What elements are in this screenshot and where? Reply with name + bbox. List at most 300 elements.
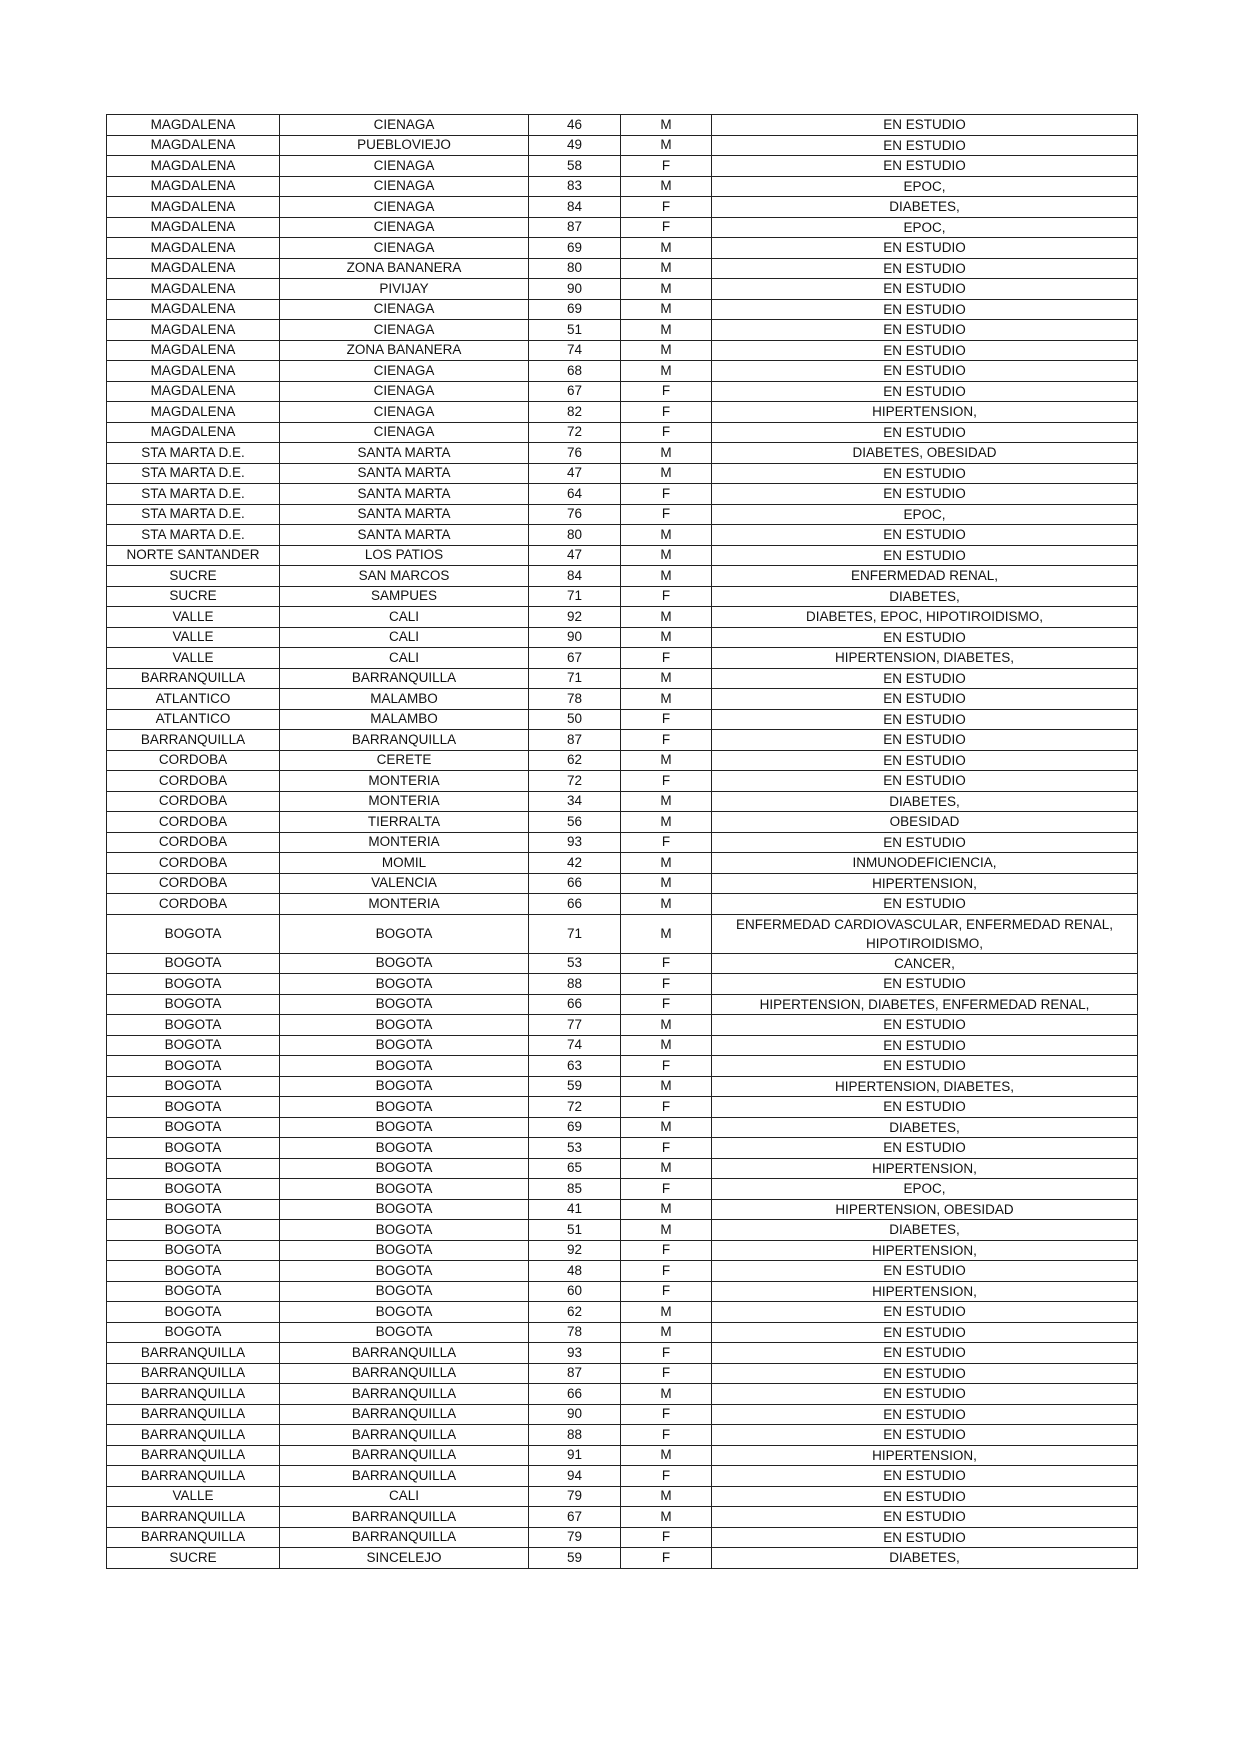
sex-cell: M xyxy=(621,791,712,812)
sex-cell: F xyxy=(621,648,712,669)
department-cell: BARRANQUILLA xyxy=(107,1363,280,1384)
department-cell: CORDOBA xyxy=(107,771,280,792)
table-row xyxy=(107,607,1138,628)
department-cell: BOGOTA xyxy=(107,1015,280,1036)
sex-cell: M xyxy=(621,1158,712,1179)
condition-cell: EN ESTUDIO xyxy=(712,381,1138,402)
age-cell: 93 xyxy=(529,832,621,853)
age-cell: 93 xyxy=(529,1343,621,1364)
sex-cell: F xyxy=(621,832,712,853)
table-row xyxy=(107,1343,1138,1364)
sex-cell: M xyxy=(621,1445,712,1466)
age-cell: 90 xyxy=(529,1404,621,1425)
condition-cell: EN ESTUDIO xyxy=(712,115,1138,136)
condition-cell: ENFERMEDAD CARDIOVASCULAR, ENFERMEDAD RENAL, HIPOTIROIDISMO, xyxy=(712,914,1138,953)
age-cell: 66 xyxy=(529,1384,621,1405)
sex-cell: M xyxy=(621,176,712,197)
age-cell: 69 xyxy=(529,238,621,259)
condition-cell: EN ESTUDIO xyxy=(712,361,1138,382)
condition-cell: OBESIDAD xyxy=(712,812,1138,833)
condition-cell: EN ESTUDIO xyxy=(712,238,1138,259)
age-cell: 72 xyxy=(529,771,621,792)
sex-cell: F xyxy=(621,974,712,995)
sex-cell: F xyxy=(621,1056,712,1077)
municipality-cell: BOGOTA xyxy=(280,1158,529,1179)
department-cell: BOGOTA xyxy=(107,1035,280,1056)
sex-cell: M xyxy=(621,1117,712,1138)
municipality-cell: MALAMBO xyxy=(280,689,529,710)
municipality-cell: SANTA MARTA xyxy=(280,504,529,525)
department-cell: MAGDALENA xyxy=(107,238,280,259)
municipality-cell: TIERRALTA xyxy=(280,812,529,833)
condition-cell: EN ESTUDIO xyxy=(712,1363,1138,1384)
municipality-cell: CIENAGA xyxy=(280,402,529,423)
condition-cell: DIABETES, xyxy=(712,1117,1138,1138)
condition-cell: EN ESTUDIO xyxy=(712,894,1138,915)
sex-cell: M xyxy=(621,1076,712,1097)
municipality-cell: BOGOTA xyxy=(280,1322,529,1343)
table-row xyxy=(107,812,1138,833)
age-cell: 71 xyxy=(529,914,621,953)
department-cell: MAGDALENA xyxy=(107,115,280,136)
condition-cell: HIPERTENSION, DIABETES, xyxy=(712,1076,1138,1097)
department-cell: CORDOBA xyxy=(107,791,280,812)
municipality-cell: CIENAGA xyxy=(280,115,529,136)
department-cell: BARRANQUILLA xyxy=(107,1404,280,1425)
condition-cell: HIPERTENSION, DIABETES, xyxy=(712,648,1138,669)
table-row xyxy=(107,361,1138,382)
department-cell: BARRANQUILLA xyxy=(107,668,280,689)
municipality-cell: BOGOTA xyxy=(280,1035,529,1056)
department-cell: BOGOTA xyxy=(107,1281,280,1302)
municipality-cell: BARRANQUILLA xyxy=(280,1343,529,1364)
table-row xyxy=(107,258,1138,279)
age-cell: 87 xyxy=(529,217,621,238)
age-cell: 82 xyxy=(529,402,621,423)
table-row xyxy=(107,730,1138,751)
table-row xyxy=(107,1302,1138,1323)
condition-cell: EN ESTUDIO xyxy=(712,463,1138,484)
table-row xyxy=(107,402,1138,423)
condition-cell: EN ESTUDIO xyxy=(712,545,1138,566)
age-cell: 47 xyxy=(529,463,621,484)
sex-cell: M xyxy=(621,873,712,894)
age-cell: 74 xyxy=(529,340,621,361)
table-row xyxy=(107,176,1138,197)
department-cell: MAGDALENA xyxy=(107,320,280,341)
table-row xyxy=(107,1486,1138,1507)
condition-cell: EN ESTUDIO xyxy=(712,627,1138,648)
condition-cell: EN ESTUDIO xyxy=(712,1343,1138,1364)
age-cell: 69 xyxy=(529,299,621,320)
condition-cell: EN ESTUDIO xyxy=(712,1138,1138,1159)
municipality-cell: SANTA MARTA xyxy=(280,525,529,546)
department-cell: BOGOTA xyxy=(107,1199,280,1220)
condition-cell: EN ESTUDIO xyxy=(712,750,1138,771)
condition-cell: HIPERTENSION, xyxy=(712,402,1138,423)
table-row xyxy=(107,1507,1138,1528)
municipality-cell: BARRANQUILLA xyxy=(280,730,529,751)
age-cell: 71 xyxy=(529,668,621,689)
department-cell: BARRANQUILLA xyxy=(107,1507,280,1528)
sex-cell: M xyxy=(621,607,712,628)
municipality-cell: BARRANQUILLA xyxy=(280,1527,529,1548)
table-row xyxy=(107,627,1138,648)
table-row xyxy=(107,709,1138,730)
table-row xyxy=(107,1056,1138,1077)
department-cell: BOGOTA xyxy=(107,1179,280,1200)
department-cell: CORDOBA xyxy=(107,812,280,833)
age-cell: 68 xyxy=(529,361,621,382)
condition-cell: EPOC, xyxy=(712,217,1138,238)
department-cell: BOGOTA xyxy=(107,1240,280,1261)
sex-cell: M xyxy=(621,627,712,648)
department-cell: BARRANQUILLA xyxy=(107,1343,280,1364)
age-cell: 66 xyxy=(529,873,621,894)
age-cell: 80 xyxy=(529,258,621,279)
age-cell: 94 xyxy=(529,1466,621,1487)
condition-cell: EPOC, xyxy=(712,1179,1138,1200)
department-cell: MAGDALENA xyxy=(107,279,280,300)
age-cell: 79 xyxy=(529,1486,621,1507)
table-row xyxy=(107,1158,1138,1179)
sex-cell: F xyxy=(621,1425,712,1446)
condition-cell: EN ESTUDIO xyxy=(712,320,1138,341)
department-cell: MAGDALENA xyxy=(107,217,280,238)
age-cell: 59 xyxy=(529,1548,621,1569)
condition-cell: DIABETES, OBESIDAD xyxy=(712,443,1138,464)
age-cell: 69 xyxy=(529,1117,621,1138)
condition-cell: EN ESTUDIO xyxy=(712,1384,1138,1405)
age-cell: 72 xyxy=(529,1097,621,1118)
municipality-cell: CIENAGA xyxy=(280,299,529,320)
table-row xyxy=(107,994,1138,1015)
condition-cell: EN ESTUDIO xyxy=(712,525,1138,546)
table-row xyxy=(107,279,1138,300)
sex-cell: F xyxy=(621,1527,712,1548)
condition-cell: EPOC, xyxy=(712,176,1138,197)
table-row xyxy=(107,668,1138,689)
municipality-cell: BARRANQUILLA xyxy=(280,1466,529,1487)
sex-cell: M xyxy=(621,135,712,156)
sex-cell: M xyxy=(621,1220,712,1241)
department-cell: MAGDALENA xyxy=(107,340,280,361)
municipality-cell: VALENCIA xyxy=(280,873,529,894)
table-row xyxy=(107,750,1138,771)
sex-cell: F xyxy=(621,381,712,402)
age-cell: 72 xyxy=(529,422,621,443)
sex-cell: M xyxy=(621,1486,712,1507)
age-cell: 87 xyxy=(529,730,621,751)
condition-cell: DIABETES, xyxy=(712,586,1138,607)
department-cell: CORDOBA xyxy=(107,853,280,874)
department-cell: SUCRE xyxy=(107,566,280,587)
municipality-cell: CIENAGA xyxy=(280,197,529,218)
age-cell: 41 xyxy=(529,1199,621,1220)
condition-cell: EN ESTUDIO xyxy=(712,1404,1138,1425)
municipality-cell: CIENAGA xyxy=(280,381,529,402)
condition-cell: EPOC, xyxy=(712,504,1138,525)
department-cell: SUCRE xyxy=(107,1548,280,1569)
condition-cell: EN ESTUDIO xyxy=(712,1527,1138,1548)
sex-cell: M xyxy=(621,361,712,382)
case-table xyxy=(106,114,1138,1569)
department-cell: BOGOTA xyxy=(107,1097,280,1118)
municipality-cell: BOGOTA xyxy=(280,1261,529,1282)
table-row xyxy=(107,689,1138,710)
table-row xyxy=(107,156,1138,177)
sex-cell: M xyxy=(621,279,712,300)
condition-cell: DIABETES, xyxy=(712,791,1138,812)
table-row xyxy=(107,791,1138,812)
age-cell: 58 xyxy=(529,156,621,177)
sex-cell: M xyxy=(621,1302,712,1323)
age-cell: 48 xyxy=(529,1261,621,1282)
age-cell: 78 xyxy=(529,1322,621,1343)
municipality-cell: CIENAGA xyxy=(280,361,529,382)
table-row xyxy=(107,566,1138,587)
condition-cell: HIPERTENSION, xyxy=(712,1445,1138,1466)
municipality-cell: CIENAGA xyxy=(280,320,529,341)
age-cell: 49 xyxy=(529,135,621,156)
age-cell: 50 xyxy=(529,709,621,730)
municipality-cell: BOGOTA xyxy=(280,1138,529,1159)
age-cell: 67 xyxy=(529,381,621,402)
age-cell: 92 xyxy=(529,1240,621,1261)
table-row xyxy=(107,1076,1138,1097)
municipality-cell: BOGOTA xyxy=(280,1240,529,1261)
municipality-cell: MONTERIA xyxy=(280,832,529,853)
department-cell: MAGDALENA xyxy=(107,176,280,197)
sex-cell: M xyxy=(621,238,712,259)
department-cell: BARRANQUILLA xyxy=(107,730,280,751)
municipality-cell: MONTERIA xyxy=(280,771,529,792)
age-cell: 63 xyxy=(529,1056,621,1077)
sex-cell: F xyxy=(621,953,712,974)
department-cell: BOGOTA xyxy=(107,1220,280,1241)
municipality-cell: BOGOTA xyxy=(280,1076,529,1097)
sex-cell: F xyxy=(621,1097,712,1118)
age-cell: 67 xyxy=(529,648,621,669)
condition-cell: EN ESTUDIO xyxy=(712,709,1138,730)
sex-cell: F xyxy=(621,771,712,792)
condition-cell: EN ESTUDIO xyxy=(712,1015,1138,1036)
table-row xyxy=(107,1240,1138,1261)
sex-cell: F xyxy=(621,484,712,505)
age-cell: 78 xyxy=(529,689,621,710)
department-cell: MAGDALENA xyxy=(107,381,280,402)
sex-cell: M xyxy=(621,1384,712,1405)
age-cell: 62 xyxy=(529,1302,621,1323)
sex-cell: F xyxy=(621,1240,712,1261)
department-cell: MAGDALENA xyxy=(107,156,280,177)
condition-cell: EN ESTUDIO xyxy=(712,484,1138,505)
department-cell: SUCRE xyxy=(107,586,280,607)
sex-cell: M xyxy=(621,1322,712,1343)
municipality-cell: BOGOTA xyxy=(280,953,529,974)
department-cell: BOGOTA xyxy=(107,953,280,974)
municipality-cell: BARRANQUILLA xyxy=(280,1425,529,1446)
sex-cell: M xyxy=(621,894,712,915)
sex-cell: M xyxy=(621,1507,712,1528)
age-cell: 42 xyxy=(529,853,621,874)
municipality-cell: BARRANQUILLA xyxy=(280,1445,529,1466)
condition-cell: EN ESTUDIO xyxy=(712,156,1138,177)
age-cell: 88 xyxy=(529,974,621,995)
age-cell: 85 xyxy=(529,1179,621,1200)
department-cell: BARRANQUILLA xyxy=(107,1527,280,1548)
municipality-cell: MALAMBO xyxy=(280,709,529,730)
age-cell: 90 xyxy=(529,627,621,648)
age-cell: 51 xyxy=(529,1220,621,1241)
sex-cell: M xyxy=(621,1199,712,1220)
municipality-cell: ZONA BANANERA xyxy=(280,258,529,279)
condition-cell: DIABETES, xyxy=(712,197,1138,218)
municipality-cell: CALI xyxy=(280,607,529,628)
municipality-cell: CALI xyxy=(280,648,529,669)
table-row xyxy=(107,1404,1138,1425)
sex-cell: F xyxy=(621,156,712,177)
municipality-cell: BOGOTA xyxy=(280,994,529,1015)
department-cell: BOGOTA xyxy=(107,1322,280,1343)
sex-cell: M xyxy=(621,812,712,833)
condition-cell: EN ESTUDIO xyxy=(712,1322,1138,1343)
table-row xyxy=(107,463,1138,484)
condition-cell: EN ESTUDIO xyxy=(712,771,1138,792)
table-row xyxy=(107,1199,1138,1220)
department-cell: BOGOTA xyxy=(107,974,280,995)
sex-cell: M xyxy=(621,525,712,546)
municipality-cell: BOGOTA xyxy=(280,974,529,995)
department-cell: VALLE xyxy=(107,627,280,648)
municipality-cell: BOGOTA xyxy=(280,1097,529,1118)
department-cell: BOGOTA xyxy=(107,1261,280,1282)
municipality-cell: CIENAGA xyxy=(280,176,529,197)
department-cell: BARRANQUILLA xyxy=(107,1445,280,1466)
municipality-cell: MOMIL xyxy=(280,853,529,874)
case-table-body xyxy=(107,115,1138,1569)
age-cell: 77 xyxy=(529,1015,621,1036)
age-cell: 76 xyxy=(529,443,621,464)
condition-cell: DIABETES, xyxy=(712,1220,1138,1241)
municipality-cell: BARRANQUILLA xyxy=(280,1363,529,1384)
sex-cell: M xyxy=(621,566,712,587)
municipality-cell: CALI xyxy=(280,627,529,648)
condition-cell: EN ESTUDIO xyxy=(712,299,1138,320)
age-cell: 51 xyxy=(529,320,621,341)
municipality-cell: PUEBLOVIEJO xyxy=(280,135,529,156)
table-row xyxy=(107,1117,1138,1138)
sex-cell: M xyxy=(621,1015,712,1036)
age-cell: 64 xyxy=(529,484,621,505)
table-row xyxy=(107,320,1138,341)
age-cell: 76 xyxy=(529,504,621,525)
condition-cell: DIABETES, EPOC, HIPOTIROIDISMO, xyxy=(712,607,1138,628)
department-cell: MAGDALENA xyxy=(107,135,280,156)
sex-cell: F xyxy=(621,402,712,423)
condition-cell: EN ESTUDIO xyxy=(712,1056,1138,1077)
municipality-cell: SINCELEJO xyxy=(280,1548,529,1569)
department-cell: MAGDALENA xyxy=(107,197,280,218)
condition-cell: EN ESTUDIO xyxy=(712,135,1138,156)
municipality-cell: SANTA MARTA xyxy=(280,463,529,484)
age-cell: 88 xyxy=(529,1425,621,1446)
table-row xyxy=(107,340,1138,361)
table-row xyxy=(107,299,1138,320)
condition-cell: EN ESTUDIO xyxy=(712,279,1138,300)
age-cell: 90 xyxy=(529,279,621,300)
table-row xyxy=(107,1466,1138,1487)
department-cell: CORDOBA xyxy=(107,832,280,853)
table-row xyxy=(107,832,1138,853)
sex-cell: F xyxy=(621,504,712,525)
municipality-cell: MONTERIA xyxy=(280,791,529,812)
department-cell: BARRANQUILLA xyxy=(107,1466,280,1487)
table-row xyxy=(107,771,1138,792)
table-row xyxy=(107,586,1138,607)
department-cell: BOGOTA xyxy=(107,1117,280,1138)
condition-cell: HIPERTENSION, xyxy=(712,1158,1138,1179)
table-row xyxy=(107,1281,1138,1302)
sex-cell: F xyxy=(621,1548,712,1569)
table-row xyxy=(107,217,1138,238)
department-cell: ATLANTICO xyxy=(107,689,280,710)
municipality-cell: MONTERIA xyxy=(280,894,529,915)
table-row xyxy=(107,238,1138,259)
sex-cell: F xyxy=(621,1138,712,1159)
age-cell: 53 xyxy=(529,953,621,974)
table-row xyxy=(107,381,1138,402)
department-cell: VALLE xyxy=(107,1486,280,1507)
age-cell: 66 xyxy=(529,894,621,915)
municipality-cell: CALI xyxy=(280,1486,529,1507)
condition-cell: EN ESTUDIO xyxy=(712,1302,1138,1323)
department-cell: CORDOBA xyxy=(107,750,280,771)
department-cell: ATLANTICO xyxy=(107,709,280,730)
table-row xyxy=(107,914,1138,953)
age-cell: 34 xyxy=(529,791,621,812)
municipality-cell: SANTA MARTA xyxy=(280,484,529,505)
condition-cell: EN ESTUDIO xyxy=(712,340,1138,361)
sex-cell: F xyxy=(621,217,712,238)
table-row xyxy=(107,1179,1138,1200)
municipality-cell: BARRANQUILLA xyxy=(280,1384,529,1405)
age-cell: 84 xyxy=(529,197,621,218)
sex-cell: M xyxy=(621,668,712,689)
condition-cell: EN ESTUDIO xyxy=(712,668,1138,689)
department-cell: CORDOBA xyxy=(107,873,280,894)
sex-cell: M xyxy=(621,853,712,874)
sex-cell: F xyxy=(621,1281,712,1302)
condition-cell: HIPERTENSION, OBESIDAD xyxy=(712,1199,1138,1220)
sex-cell: M xyxy=(621,914,712,953)
municipality-cell: CIENAGA xyxy=(280,156,529,177)
municipality-cell: BARRANQUILLA xyxy=(280,1404,529,1425)
age-cell: 53 xyxy=(529,1138,621,1159)
age-cell: 65 xyxy=(529,1158,621,1179)
department-cell: CORDOBA xyxy=(107,894,280,915)
department-cell: STA MARTA D.E. xyxy=(107,484,280,505)
condition-cell: EN ESTUDIO xyxy=(712,1425,1138,1446)
age-cell: 74 xyxy=(529,1035,621,1056)
condition-cell: EN ESTUDIO xyxy=(712,1261,1138,1282)
department-cell: MAGDALENA xyxy=(107,258,280,279)
condition-cell: HIPERTENSION, DIABETES, ENFERMEDAD RENAL, xyxy=(712,994,1138,1015)
sex-cell: M xyxy=(621,545,712,566)
municipality-cell: SAMPUES xyxy=(280,586,529,607)
municipality-cell: BOGOTA xyxy=(280,1179,529,1200)
sex-cell: F xyxy=(621,586,712,607)
